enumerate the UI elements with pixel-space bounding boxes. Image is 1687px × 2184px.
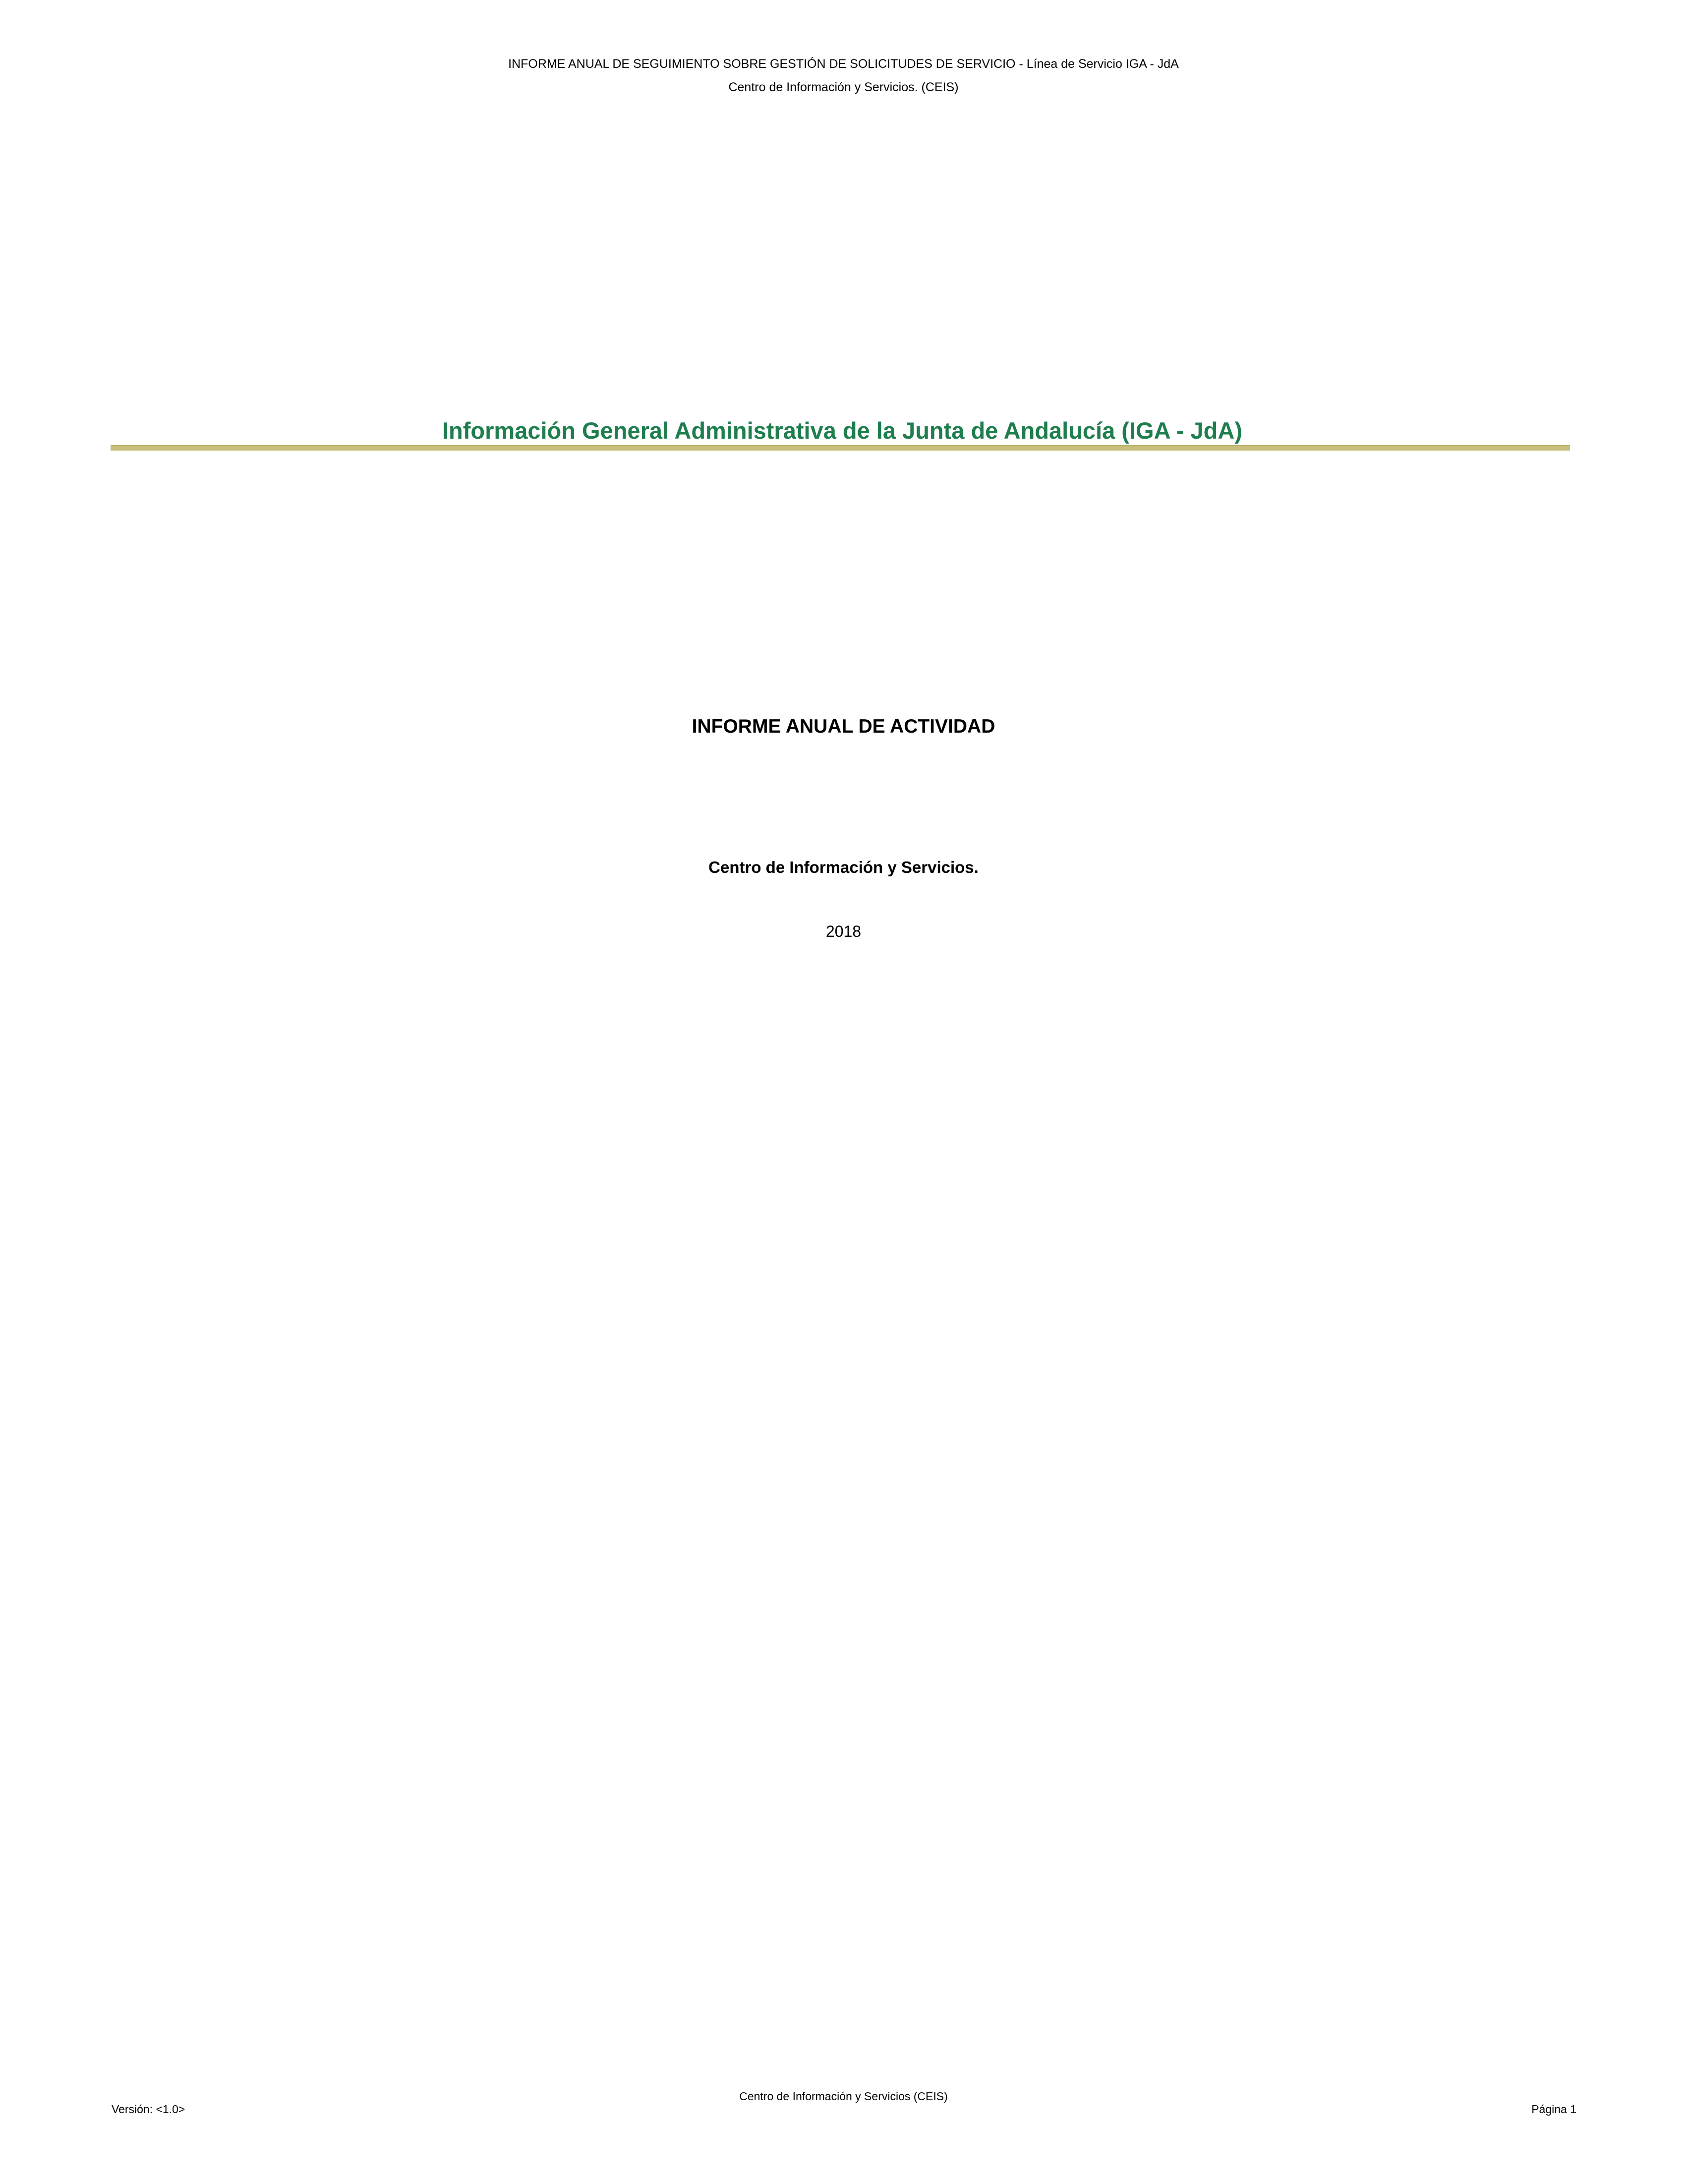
banner-horizontal-rule: [111, 445, 1570, 451]
footer-page-number: Página 1: [1531, 2103, 1576, 2116]
running-header-line2: Centro de Información y Servicios. (CEIS): [728, 80, 959, 94]
cover-subtitle: Centro de Información y Servicios.: [708, 858, 979, 876]
running-header: [111, 56, 1576, 96]
running-header-line1: INFORME ANUAL DE SEGUIMIENTO SOBRE GESTIÓN DE SOLICITUDES DE SERVICIO - Línea de Servicio IGA - JdA: [508, 57, 1179, 71]
footer-organization: Centro de Información y Servicios (CEIS): [739, 2090, 948, 2103]
cover-year: 2018: [825, 922, 862, 940]
document-banner-title: Información General Administrativa de la Junta de Andalucía (IGA - JdA): [442, 417, 1242, 444]
footer-version: Versión: <1.0>: [112, 2103, 185, 2116]
cover-main-title: INFORME ANUAL DE ACTIVIDAD: [692, 716, 995, 737]
